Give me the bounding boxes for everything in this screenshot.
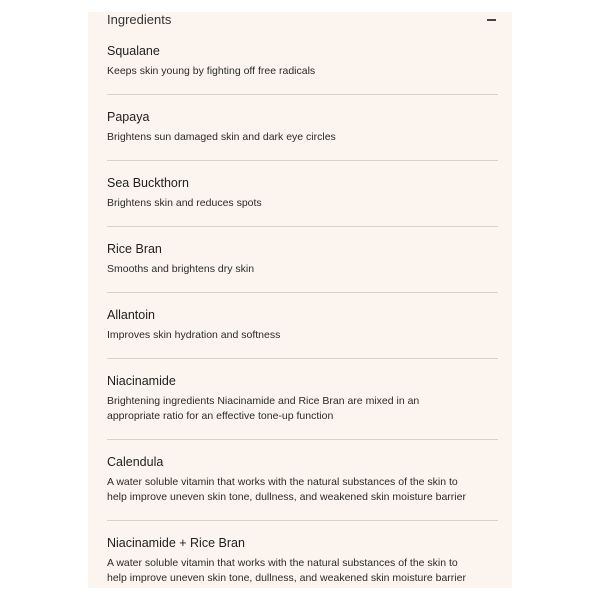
ingredient-description-line: help improve uneven skin tone, dullness, and weakened skin moisture barrier [107,572,466,584]
ingredient-name: Niacinamide + Rice Bran [107,536,245,550]
ingredient-sea-buckthorn [107,175,498,211]
minus-icon[interactable] [487,19,496,21]
ingredient-description-line: help improve uneven skin tone, dullness, and weakened skin moisture barrier [107,491,466,503]
ingredient-squalane [107,43,498,79]
ingredient-description-line: Brightening ingredients Niacinamide and Rice Bran are mixed in an [107,395,420,407]
ingredient-calendula [107,454,498,505]
ingredient-name: Rice Bran [107,242,162,256]
ingredient-name: Calendula [107,455,164,469]
ingredient-rice-bran [107,241,498,277]
ingredient-description: Smooths and brightens dry skin [107,263,255,275]
divider [107,226,498,227]
ingredient-name: Papaya [107,110,150,124]
ingredients-accordion-header[interactable] [107,12,498,32]
ingredient-description-line: A water soluble vitamin that works with the natural substances of the skin to [107,476,458,488]
ingredient-description-line: appropriate ratio for an effective tone-up function [107,410,334,422]
ingredient-name: Sea Buckthorn [107,176,189,190]
ingredient-name: Niacinamide [107,374,176,388]
accordion-title: Ingredients [107,12,172,27]
ingredient-papaya [107,109,498,145]
ingredient-niacinamide-rice-bran [107,535,498,586]
divider [107,439,498,440]
ingredient-description: Keeps skin young by fighting off free radicals [107,65,316,77]
divider [107,160,498,161]
ingredients-panel [88,12,512,588]
ingredient-description: Improves skin hydration and softness [107,329,281,341]
divider [107,520,498,521]
divider [107,358,498,359]
ingredient-name: Squalane [107,44,160,58]
ingredient-description-line: A water soluble vitamin that works with the natural substances of the skin to [107,557,458,569]
ingredient-name: Allantoin [107,308,155,322]
divider [107,292,498,293]
ingredient-niacinamide [107,373,498,424]
ingredient-description: Brightens skin and reduces spots [107,197,262,209]
divider [107,94,498,95]
ingredient-description: Brightens sun damaged skin and dark eye circles [107,131,336,143]
ingredient-allantoin [107,307,498,343]
